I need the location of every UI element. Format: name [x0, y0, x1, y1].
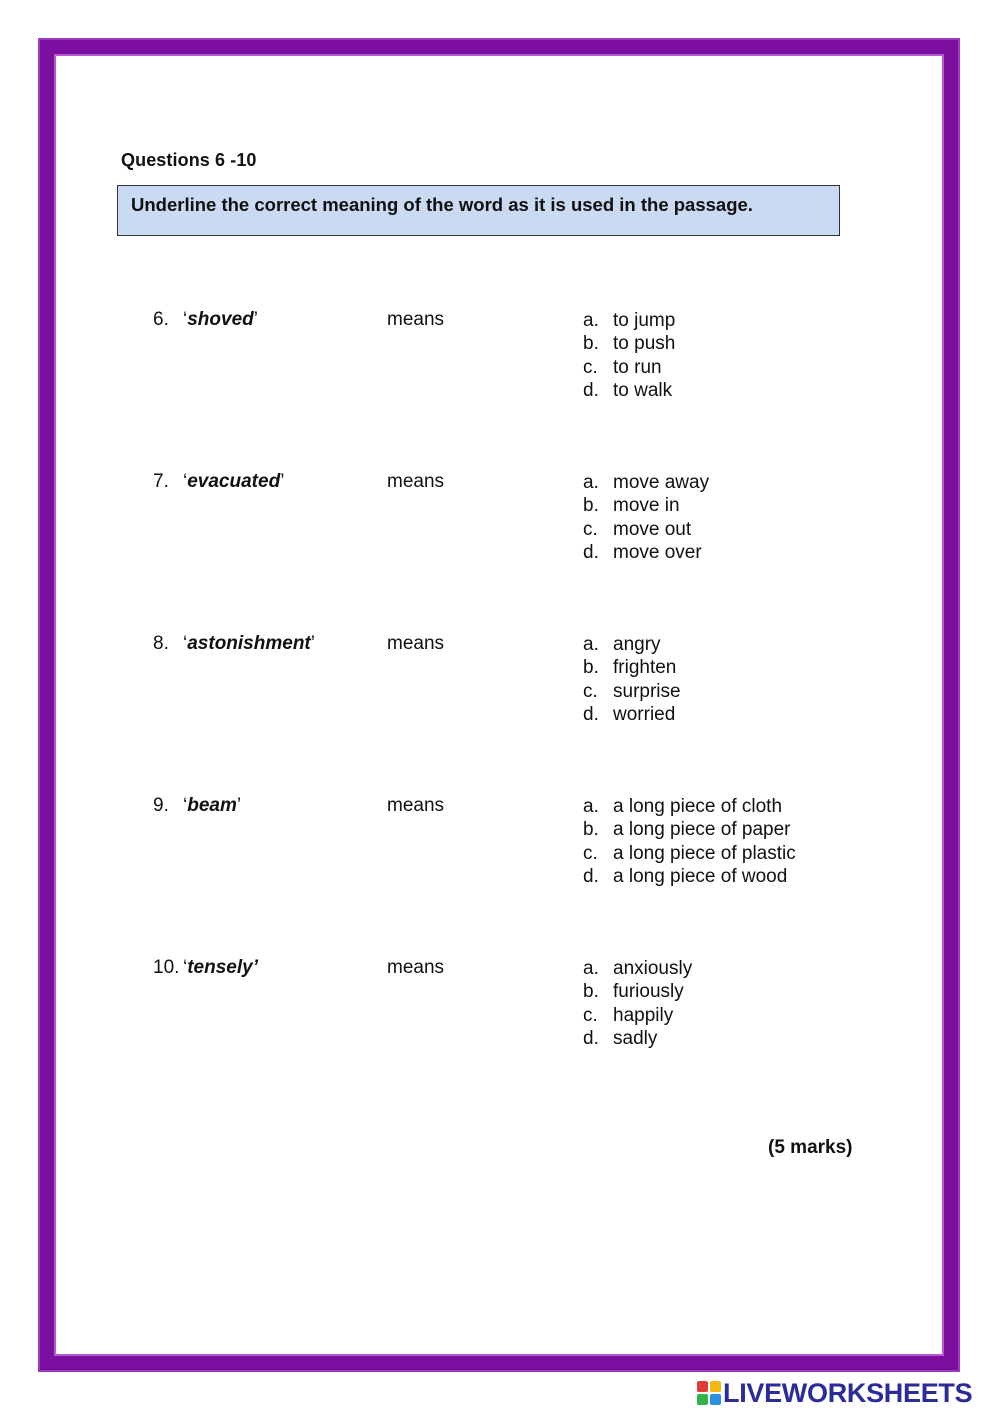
option-text[interactable]: a long piece of wood: [613, 865, 788, 887]
option-text[interactable]: move out: [613, 518, 692, 540]
option-list: [583, 309, 675, 402]
logo-tile: [697, 1381, 708, 1392]
option-letter: a.: [583, 634, 599, 655]
option-letter: b.: [583, 657, 599, 679]
option-letter: b.: [583, 819, 599, 841]
option-c[interactable]: [583, 356, 675, 379]
option-letter: a.: [583, 958, 599, 979]
page-border: [40, 40, 958, 1370]
option-letter: c.: [583, 1004, 598, 1026]
option-text[interactable]: a long piece of cloth: [613, 796, 783, 817]
close-quote: ’: [236, 795, 242, 816]
logo-tile: [697, 1394, 708, 1405]
logo-text: LIVEWORKSHEETS: [723, 1377, 973, 1408]
option-a[interactable]: [583, 309, 675, 332]
target-word: tensely’: [187, 957, 258, 978]
option-letter: b.: [583, 981, 599, 1003]
question-number: 6.: [153, 309, 169, 330]
target-word: beam: [187, 795, 237, 816]
option-letter: b.: [583, 495, 599, 517]
means-label: means: [387, 795, 445, 816]
question-word: [183, 795, 241, 817]
option-text[interactable]: move away: [613, 472, 710, 493]
option-b[interactable]: [583, 656, 681, 679]
option-letter: a.: [583, 472, 599, 493]
question-number: 9.: [153, 795, 169, 816]
option-c[interactable]: [583, 680, 681, 703]
option-letter: d.: [583, 865, 599, 887]
option-b[interactable]: [583, 818, 796, 841]
option-d[interactable]: [583, 1027, 692, 1050]
option-text[interactable]: anxiously: [613, 958, 693, 979]
option-list: [583, 471, 709, 564]
option-text[interactable]: worried: [613, 703, 676, 725]
option-text[interactable]: to run: [613, 356, 662, 378]
question-word: [183, 471, 284, 493]
option-letter: b.: [583, 333, 599, 355]
option-text[interactable]: sadly: [613, 1027, 658, 1049]
liveworksheets-logo: [697, 1378, 972, 1408]
option-letter: c.: [583, 356, 598, 378]
instruction-box: [117, 185, 840, 236]
option-d[interactable]: [583, 865, 796, 888]
option-letter: c.: [583, 518, 598, 540]
section-heading: Questions 6 -10: [121, 150, 257, 170]
option-text[interactable]: move over: [613, 541, 702, 563]
open-quote: ‘: [183, 633, 188, 654]
close-quote: ’: [280, 471, 285, 492]
question-number: 10.: [153, 957, 180, 978]
option-a[interactable]: [583, 471, 709, 494]
option-list: [583, 795, 796, 888]
option-text[interactable]: angry: [613, 634, 661, 655]
option-list: [583, 633, 681, 726]
target-word: shoved: [187, 309, 254, 330]
means-label: means: [387, 471, 445, 492]
open-quote: ‘: [183, 795, 188, 816]
option-b[interactable]: [583, 494, 709, 517]
option-letter: a.: [583, 310, 599, 331]
option-a[interactable]: [583, 795, 796, 818]
means-label: means: [387, 309, 445, 330]
logo-tiles-icon: [697, 1381, 721, 1405]
option-c[interactable]: [583, 842, 796, 865]
option-text[interactable]: frighten: [613, 657, 677, 679]
option-letter: c.: [583, 680, 598, 702]
close-quote: ’: [253, 309, 258, 330]
question-word: [183, 309, 258, 331]
option-a[interactable]: [583, 957, 692, 980]
question-word: [183, 957, 258, 979]
option-letter: a.: [583, 796, 599, 817]
instruction-text: Underline the correct meaning of the word as it is used in the passage.: [131, 194, 753, 215]
option-text[interactable]: a long piece of paper: [613, 819, 791, 841]
option-text[interactable]: furiously: [613, 981, 684, 1003]
open-quote: ‘: [183, 309, 188, 330]
option-c[interactable]: [583, 518, 709, 541]
option-letter: d.: [583, 703, 599, 725]
means-label: means: [387, 633, 445, 654]
option-b[interactable]: [583, 332, 675, 355]
option-d[interactable]: [583, 541, 709, 564]
option-list: [583, 957, 692, 1050]
option-text[interactable]: happily: [613, 1004, 674, 1026]
logo-tile: [710, 1381, 721, 1392]
marks-label: (5 marks): [768, 1137, 853, 1158]
option-text[interactable]: surprise: [613, 680, 681, 702]
option-text[interactable]: to jump: [613, 310, 676, 331]
option-d[interactable]: [583, 379, 675, 402]
option-letter: d.: [583, 541, 599, 563]
option-b[interactable]: [583, 980, 692, 1003]
option-text[interactable]: move in: [613, 495, 680, 517]
open-quote: ‘: [183, 471, 188, 492]
question-number: 8.: [153, 633, 169, 654]
option-letter: d.: [583, 379, 599, 401]
option-text[interactable]: to walk: [613, 379, 673, 401]
question-word: [183, 633, 315, 655]
logo-tile: [710, 1394, 721, 1405]
close-quote: ’: [310, 633, 315, 654]
open-quote: ‘: [183, 957, 188, 978]
option-d[interactable]: [583, 703, 681, 726]
option-a[interactable]: [583, 633, 681, 656]
means-label: means: [387, 957, 445, 978]
option-letter: c.: [583, 842, 598, 864]
target-word: evacuated: [187, 471, 281, 492]
target-word: astonishment: [187, 633, 311, 654]
option-letter: d.: [583, 1027, 599, 1049]
option-c[interactable]: [583, 1004, 692, 1027]
option-text[interactable]: to push: [613, 333, 676, 355]
option-text[interactable]: a long piece of plastic: [613, 842, 796, 864]
question-number: 7.: [153, 471, 169, 492]
